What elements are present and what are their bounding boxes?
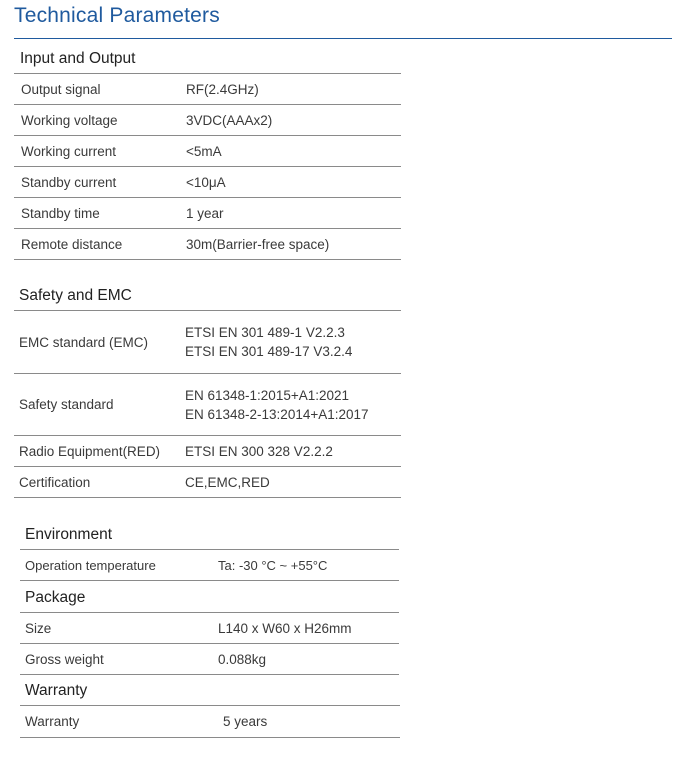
param-value-line: ETSI EN 301 489-1 V2.2.3 xyxy=(185,325,345,340)
param-value: <5mA xyxy=(186,143,222,159)
param-label: Gross weight xyxy=(25,651,104,667)
warranty-section xyxy=(20,675,400,738)
section-heading: Environment xyxy=(20,520,399,550)
param-value-line: EN 61348-2-13:2014+A1:2017 xyxy=(185,406,369,422)
page-title: Technical Parameters xyxy=(14,4,220,27)
param-label: Standby time xyxy=(21,205,100,221)
title-divider xyxy=(14,38,672,39)
table-row xyxy=(14,467,401,498)
param-label: EMC standard (EMC) xyxy=(19,334,149,350)
param-value: RF(2.4GHz) xyxy=(186,81,259,97)
table-row xyxy=(20,706,400,738)
param-label: Size xyxy=(25,620,52,636)
table-row xyxy=(14,311,401,374)
table-row xyxy=(20,613,399,644)
table-row xyxy=(14,198,401,229)
safety-emc-section xyxy=(14,280,401,498)
param-label: Remote distance xyxy=(21,236,123,252)
table-row xyxy=(20,550,399,581)
package-section xyxy=(20,582,399,675)
environment-section xyxy=(20,520,399,581)
param-value-line: EN 61348-1:2015+A1:2021 xyxy=(185,387,350,403)
param-label: Output signal xyxy=(21,81,101,97)
param-label: Operation temperature xyxy=(25,557,156,573)
param-value: Ta: -30 °C ~ +55°C xyxy=(218,557,328,573)
param-label: Working voltage xyxy=(21,112,118,128)
param-label: Safety standard xyxy=(19,397,114,412)
section-heading: Package xyxy=(20,582,399,613)
table-row xyxy=(14,136,401,167)
section-heading: Safety and EMC xyxy=(14,280,401,311)
param-value xyxy=(185,386,369,424)
section-heading: Warranty xyxy=(20,675,400,706)
param-value: 5 years xyxy=(223,714,268,729)
param-label: Working current xyxy=(21,143,117,159)
table-row xyxy=(14,374,401,436)
param-value: CE,EMC,RED xyxy=(185,474,270,490)
param-label: Radio Equipment(RED) xyxy=(19,443,161,459)
table-row xyxy=(14,74,401,105)
table-row xyxy=(14,167,401,198)
param-value-line: ETSI EN 301 489-17 V3.2.4 xyxy=(185,344,353,359)
param-value: 3VDC(AAAx2) xyxy=(186,112,273,128)
param-value xyxy=(185,323,352,361)
param-value: 1 year xyxy=(186,205,224,221)
param-value: 30m(Barrier-free space) xyxy=(186,236,330,252)
table-row xyxy=(14,105,401,136)
param-label: Warranty xyxy=(25,714,80,729)
param-label: Certification xyxy=(19,474,91,490)
table-row xyxy=(20,644,399,675)
param-label: Standby current xyxy=(21,174,117,190)
table-row xyxy=(14,229,401,260)
param-value: ETSI EN 300 328 V2.2.2 xyxy=(185,443,333,459)
input-output-section xyxy=(14,44,401,260)
param-value: L140 x W60 x H26mm xyxy=(218,620,352,636)
param-value: <10μA xyxy=(186,174,226,190)
table-row xyxy=(14,436,401,467)
section-heading: Input and Output xyxy=(14,44,401,74)
param-value: 0.088kg xyxy=(218,651,267,667)
